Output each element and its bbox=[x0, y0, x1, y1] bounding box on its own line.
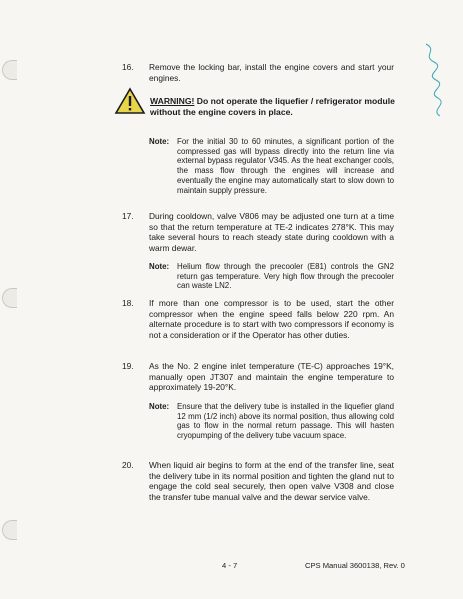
manual-reference: CPS Manual 3600138, Rev. 0 bbox=[305, 561, 405, 570]
note-block bbox=[149, 402, 394, 441]
step-text: If more than one compressor is to be used, start the other compressor when the engine speed falls below 220 rpm. An alternate procedure is to start with two compressors if economy is not a consideration or if the Operator has other duties. bbox=[149, 298, 394, 340]
step-text: During cooldown, valve V806 may be adjusted one turn at a time so that the return temperature at TE-2 indicates 278°K. This may take several hours to reach steady state during cooldown with a warm dewar. bbox=[149, 211, 394, 253]
punch-hole-top bbox=[2, 60, 17, 80]
note-text: Ensure that the delivery tube is installed in the liquefier gland 12 mm (1/2 inch) above its normal position, thus allowing cold gas to flow in the normal return passage. This will hasten cryopumping of the delivery tube vacuum space. bbox=[177, 402, 394, 441]
step-number: 18. bbox=[122, 298, 134, 308]
warning-triangle-icon bbox=[114, 87, 146, 115]
warning-box bbox=[150, 96, 400, 118]
note-block bbox=[149, 262, 394, 291]
punch-hole-middle bbox=[2, 288, 17, 308]
note-label: Note: bbox=[149, 137, 170, 146]
step-number: 17. bbox=[122, 211, 134, 221]
step-text: Remove the locking bar, install the engine covers and start your engines. bbox=[149, 62, 394, 83]
note-label: Note: bbox=[149, 262, 170, 271]
step-text: When liquid air begins to form at the end of the transfer line, seat the delivery tube in its normal position and tighten the gland nut to engage the cold seal securely, then open valve V308 and close the transfer tube manual valve and the dewar service valve. bbox=[149, 460, 394, 502]
note-text: Helium flow through the precooler (E81) controls the GN2 return gas temperature. Very high flow through the precooler can waste LN2. bbox=[177, 262, 394, 291]
warning-label: WARNING! bbox=[150, 96, 195, 106]
step-text: As the No. 2 engine inlet temperature (TE-C) approaches 19°K, manually open JT307 and maintain the engine temperature to approximately 19-20°K. bbox=[149, 361, 394, 393]
punch-hole-bottom bbox=[2, 520, 17, 540]
warning-text: Do not operate the liquefier / refrigerator module without the engine covers in place. bbox=[150, 96, 395, 117]
note-label: Note: bbox=[149, 402, 170, 411]
step-number: 20. bbox=[122, 460, 134, 470]
note-block bbox=[149, 137, 394, 195]
page-number: 4 - 7 bbox=[222, 561, 238, 570]
margin-pen-mark bbox=[418, 40, 458, 120]
step-number: 19. bbox=[122, 361, 134, 371]
note-text: For the initial 30 to 60 minutes, a significant portion of the compressed gas will bypass directly into the return line via external bypass regulator V345. As the heat exchanger cools, the mass flow through the engines will increase and eventually the engine may automatically start to slow down to maintain supply pressure. bbox=[177, 137, 394, 195]
step-number: 16. bbox=[122, 62, 134, 72]
